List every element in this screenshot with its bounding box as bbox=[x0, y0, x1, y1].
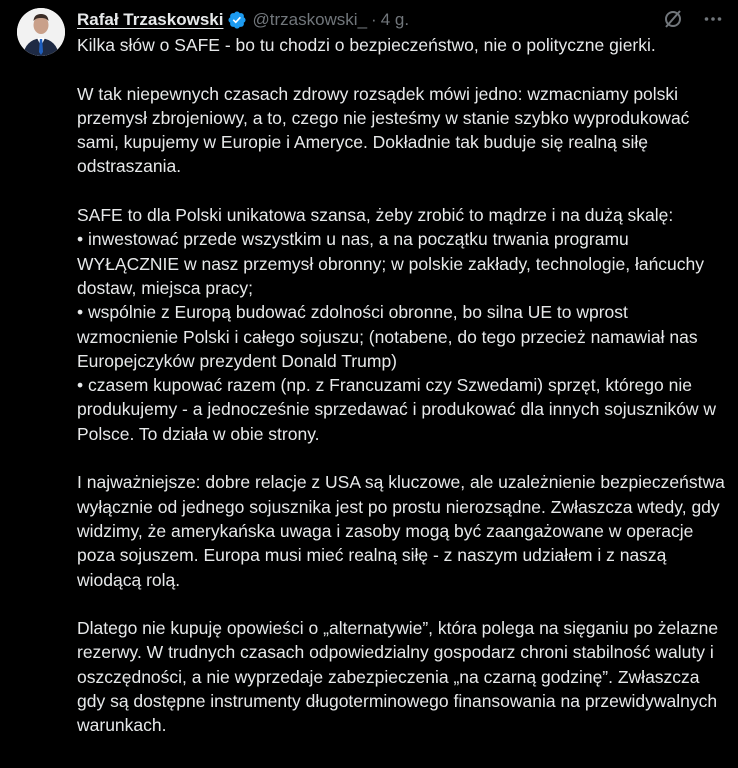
paragraph bbox=[77, 82, 727, 179]
text-line: SAFE to dla Polski unikatowa szansa, żeby zrobić to mądrze i na dużą skalę: bbox=[77, 205, 674, 226]
verified-badge-icon[interactable] bbox=[227, 10, 247, 30]
text-line: I najważniejsze: dobre relacje z USA są kluczowe, ale uzależnienie bezpieczeństwa wyłącznie od jednego sojusznika jest po prostu nierozsądne. Zwłaszcza wtedy, gdy widzimy, że amerykańska uwaga i zasoby mogą być zaangażowane w operacje poza sojuszem. Europa musi mieć realną siłę - z naszym udziałem i z naszą wiodącą rolą. bbox=[77, 472, 725, 590]
tweet-actions bbox=[662, 8, 724, 30]
avatar-photo-icon bbox=[17, 8, 65, 56]
author-handle[interactable]: @trzaskowski_ bbox=[252, 10, 368, 29]
paragraph bbox=[77, 33, 727, 57]
text-line: Kilka słów o SAFE - bo tu chodzi o bezpieczeństwo, nie o polityczne gierki. bbox=[77, 35, 656, 55]
more-options-icon[interactable] bbox=[702, 8, 724, 30]
grok-icon[interactable] bbox=[662, 8, 684, 30]
bullet-item: • czasem kupować razem (np. z Francuzami czy Szwedami) sprzęt, którego nie produkujemy - a jednocześnie sprzedawać i produkować dla innych sojuszników w Polsce. To działa w obie strony. bbox=[77, 375, 717, 444]
text-line: W tak niepewnych czasach zdrowy rozsądek mówi jedno: wzmacniamy polski przemysł zbrojeniowy, a to, czego nie jesteśmy w stanie szybko wyprodukować sami, kupujemy w Europie i Ameryce. Dokładnie tak buduje się realną siłę odstraszania. bbox=[77, 83, 690, 177]
tweet-text bbox=[77, 33, 727, 762]
avatar[interactable] bbox=[17, 8, 65, 56]
paragraph bbox=[77, 470, 727, 591]
text-line: Dlatego nie kupuję opowieści o „alternatywie”, która polega na sięganiu po żelazne rezerwy. W trudnych czasach odpowiedzialny gospodarz chroni stabilność waluty i oszczędności, a nie wyprzedaje zabezpieczenia „na czarną godzinę”. Zwłaszcza gdy są dostępne instrumenty długoterminowego finansowania na przewidywalnych warunkach. bbox=[77, 618, 719, 736]
tweet-header bbox=[77, 9, 409, 31]
bullet-item: • inwestować przede wszystkim u nas, a na początku trwania programu WYŁĄCZNIE w nasz przemysł obronny; w polskie zakłady, technologie, łańcuchy dostaw, miejsca pracy; bbox=[77, 229, 705, 298]
paragraph bbox=[77, 616, 727, 737]
author-name[interactable]: Rafał Trzaskowski bbox=[77, 10, 224, 29]
bullet-item: • wspólnie z Europą budować zdolności obronne, bo silna UE to wprost wzmocnienie Polski i całego sojuszu; (notabene, do tego przecież namawiał nas Europejczyków prezydent Donald Trump) bbox=[77, 302, 698, 371]
timestamp[interactable]: 4 g. bbox=[380, 10, 410, 29]
separator-dot: · bbox=[371, 10, 377, 29]
paragraph bbox=[77, 203, 727, 446]
